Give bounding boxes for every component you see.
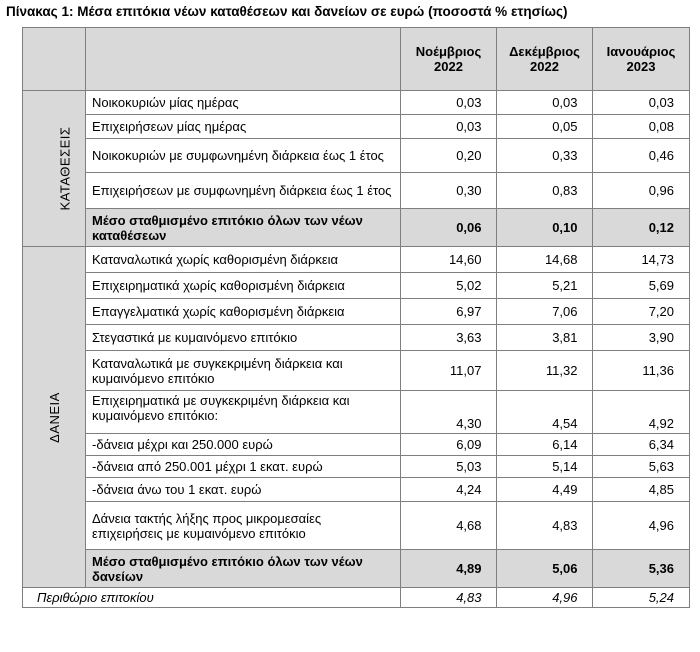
row-label: Καταναλωτικά με συγκεκριμένη διάρκεια και κυμαινόμενο επιτόκιο	[86, 351, 401, 391]
section-label-loans: ΔΑΝΕΙΑ	[23, 247, 86, 588]
row-label: -δάνεια μέχρι και 250.000 ευρώ	[86, 434, 401, 456]
cell-value: 0,03	[401, 91, 497, 115]
cell-value: 0,96	[593, 173, 690, 209]
col-header-nov-2022: Νοέμβριος 2022	[401, 28, 497, 91]
cell-value: 4,92	[593, 391, 690, 434]
table-row	[23, 478, 690, 502]
row-label: Νοικοκυριών με συμφωνημένη διάρκεια έως 1 έτος	[86, 139, 401, 173]
cell-value: 4,30	[401, 391, 497, 434]
total-row-loans	[23, 550, 690, 588]
cell-value: 0,10	[497, 209, 593, 247]
cell-value: 5,24	[593, 588, 690, 608]
table-row	[23, 299, 690, 325]
col-header-jan-2023: Ιανουάριος 2023	[593, 28, 690, 91]
cell-value: 0,83	[497, 173, 593, 209]
table-row	[23, 139, 690, 173]
row-label: Περιθώριο επιτοκίου	[23, 588, 401, 608]
cell-value: 3,90	[593, 325, 690, 351]
cell-value: 5,21	[497, 273, 593, 299]
cell-value: 0,33	[497, 139, 593, 173]
cell-value: 4,89	[401, 550, 497, 588]
table-row	[23, 456, 690, 478]
col-header-dec-2022: Δεκέμβριος 2022	[497, 28, 593, 91]
row-label: -δάνεια από 250.001 μέχρι 1 εκατ. ευρώ	[86, 456, 401, 478]
cell-value: 5,02	[401, 273, 497, 299]
table-row	[23, 173, 690, 209]
table-row	[23, 351, 690, 391]
cell-value: 6,97	[401, 299, 497, 325]
cell-value: 0,30	[401, 173, 497, 209]
row-label: Μέσο σταθμισμένο επιτόκιο όλων των νέων καταθέσεων	[86, 209, 401, 247]
row-label: Καταναλωτικά χωρίς καθορισμένη διάρκεια	[86, 247, 401, 273]
cell-value: 4,96	[593, 502, 690, 550]
cell-value: 6,34	[593, 434, 690, 456]
cell-value: 4,54	[497, 391, 593, 434]
row-label: Μέσο σταθμισμένο επιτόκιο όλων των νέων δανείων	[86, 550, 401, 588]
header-row	[23, 28, 690, 91]
table-row	[23, 434, 690, 456]
cell-value: 5,63	[593, 456, 690, 478]
rates-table	[22, 27, 690, 608]
cell-value: 6,14	[497, 434, 593, 456]
cell-value: 4,83	[497, 502, 593, 550]
cell-value: 3,63	[401, 325, 497, 351]
cell-value: 0,08	[593, 115, 690, 139]
row-label: -δάνεια άνω του 1 εκατ. ευρώ	[86, 478, 401, 502]
cell-value: 5,14	[497, 456, 593, 478]
cell-value: 14,60	[401, 247, 497, 273]
cell-value: 4,68	[401, 502, 497, 550]
cell-value: 0,12	[593, 209, 690, 247]
cell-value: 0,03	[497, 91, 593, 115]
cell-value: 0,05	[497, 115, 593, 139]
cell-value: 11,36	[593, 351, 690, 391]
cell-value: 7,20	[593, 299, 690, 325]
table-row	[23, 391, 690, 434]
cell-value: 4,83	[401, 588, 497, 608]
table-row	[23, 247, 690, 273]
cell-value: 14,73	[593, 247, 690, 273]
row-label: Επαγγελματικά χωρίς καθορισμένη διάρκεια	[86, 299, 401, 325]
cell-value: 3,81	[497, 325, 593, 351]
table-title: Πίνακας 1: Μέσα επιτόκια νέων καταθέσεων και δανείων σε ευρώ (ποσοστά % ετησίως)	[6, 4, 568, 19]
header-corner	[23, 28, 86, 91]
cell-value: 4,24	[401, 478, 497, 502]
cell-value: 14,68	[497, 247, 593, 273]
table-row	[23, 325, 690, 351]
margin-row	[23, 588, 690, 608]
row-label: Δάνεια τακτής λήξης προς μικρομεσαίες επιχειρήσεις με κυμαινόμενο επιτόκιο	[86, 502, 401, 550]
cell-value: 4,49	[497, 478, 593, 502]
cell-value: 5,03	[401, 456, 497, 478]
section-label-deposits: ΚΑΤΑΘΕΣΕΙΣ	[23, 91, 86, 247]
table-row	[23, 273, 690, 299]
row-label: Στεγαστικά με κυμαινόμενο επιτόκιο	[86, 325, 401, 351]
cell-value: 5,06	[497, 550, 593, 588]
cell-value: 4,96	[497, 588, 593, 608]
row-label: Επιχειρηματικά χωρίς καθορισμένη διάρκεια	[86, 273, 401, 299]
total-row-deposits	[23, 209, 690, 247]
row-label: Νοικοκυριών μίας ημέρας	[86, 91, 401, 115]
header-blank	[86, 28, 401, 91]
cell-value: 0,20	[401, 139, 497, 173]
cell-value: 5,36	[593, 550, 690, 588]
cell-value: 6,09	[401, 434, 497, 456]
table-row	[23, 502, 690, 550]
cell-value: 0,46	[593, 139, 690, 173]
cell-value: 7,06	[497, 299, 593, 325]
cell-value: 5,69	[593, 273, 690, 299]
cell-value: 0,03	[401, 115, 497, 139]
row-label: Επιχειρηματικά με συγκεκριμένη διάρκεια και κυμαινόμενο επιτόκιο:	[86, 391, 401, 434]
table-row	[23, 115, 690, 139]
cell-value: 4,85	[593, 478, 690, 502]
cell-value: 0,06	[401, 209, 497, 247]
cell-value: 0,03	[593, 91, 690, 115]
row-label: Επιχειρήσεων με συμφωνημένη διάρκεια έως 1 έτος	[86, 173, 401, 209]
cell-value: 11,07	[401, 351, 497, 391]
table-row	[23, 91, 690, 115]
row-label: Επιχειρήσεων μίας ημέρας	[86, 115, 401, 139]
cell-value: 11,32	[497, 351, 593, 391]
